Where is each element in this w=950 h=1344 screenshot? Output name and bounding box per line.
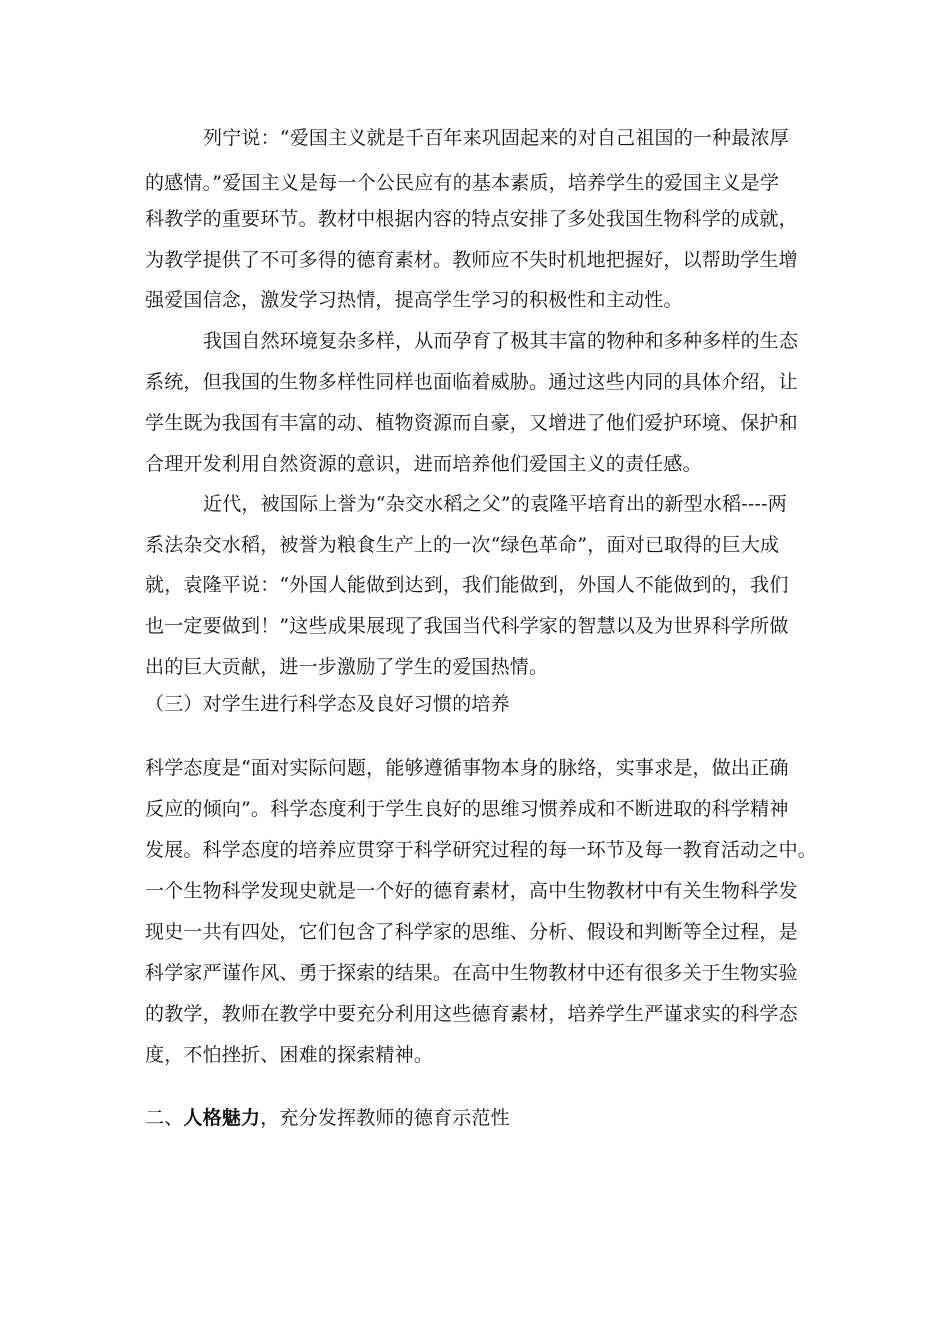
paragraph-line: 科学家严谨作风、勇于探索的结果。在高中生物教材中还有很多关于生物实验 [145,962,798,984]
paragraph-line: 度，不怕挫折、困难的探索精神。 [145,1044,434,1066]
paragraph-line: 也一定要做到！”这些成果展现了我国当代科学家的智慧以及为世界科学所做 [145,615,789,637]
paragraph-line: 的感情。”爱国主义是每一个公民应有的基本素质，培养学生的爱国主义是学 [145,172,780,194]
paragraph-line: 科教学的重要环节。教材中根据内容的特点安排了多处我国生物科学的成就， [145,208,798,230]
paragraph-line: 的教学，教师在教学中要充分利用这些德育素材，培养学生严谨求实的科学态 [145,1003,798,1025]
paragraph-line: 反应的倾向”。科学态度利于学生良好的思维习惯养成和不断进取的科学精神 [145,798,789,820]
section-heading-rest: ，充分发挥教师的德育示范性 [260,1107,510,1129]
paragraph-line: 学生既为我国有丰富的动、植物资源而自豪，又增进了他们爱护环境、保护和 [145,412,798,434]
section-heading-bold: 人格魅力 [183,1107,261,1129]
paragraph-line: 出的巨大贡献，进一步激励了学生的爱国热情。 [145,656,549,678]
paragraph-line: 为教学提供了不可多得的德育素材。教师应不失时机地把握好，以帮助学生增 [145,249,798,271]
section-heading-prefix: 二、 [145,1107,184,1129]
paragraph-line: 现史一共有四处，它们包含了科学家的思维、分析、假设和判断等全过程，是 [145,921,798,943]
paragraph-line: 合理开发利用自然资源的意识，进而培养他们爱国主义的责任感。 [145,453,702,475]
subheading: （三）对学生进行科学态及良好习惯的培养 [145,693,510,715]
paragraph-line: 一个生物科学发现史就是一个好的德育素材，高中生物教材中有关生物科学发 [145,880,798,902]
paragraph-line: 我国自然环境复杂多样，从而孕育了极其丰富的物种和多种多样的生态 [203,330,799,352]
paragraph-line: 就，袁隆平说：“外国人能做到达到，我们能做到，外国人不能做到的，我们 [145,574,789,596]
paragraph-line: 强爱国信念，激发学习热情，提高学生学习的积极性和主动性。 [145,289,683,311]
paragraph-line: 科学态度是“面对实际问题，能够遵循事物本身的脉络，实事求是，做出正确 [145,757,789,779]
section-heading [145,1103,510,1133]
paragraph-line: 近代，被国际上誉为“杂交水稻之父”的袁隆平培育出的新型水稻----两 [203,493,787,515]
paragraph-line: 列宁说：“爱国主义就是千百年来巩固起来的对自己祖国的一种最浓厚 [203,127,789,149]
paragraph-line: 发展。科学态度的培养应贯穿于科学研究过程的每一环节及每一教育活动之中。 [145,839,818,861]
paragraph-line: 系统，但我国的生物多样性同样也面临着威胁。通过这些内同的具体介绍，让 [145,371,798,393]
paragraph-line: 系法杂交水稻，被誉为粮食生产上的一次“绿色革命”，面对已取得的巨大成 [145,534,780,556]
